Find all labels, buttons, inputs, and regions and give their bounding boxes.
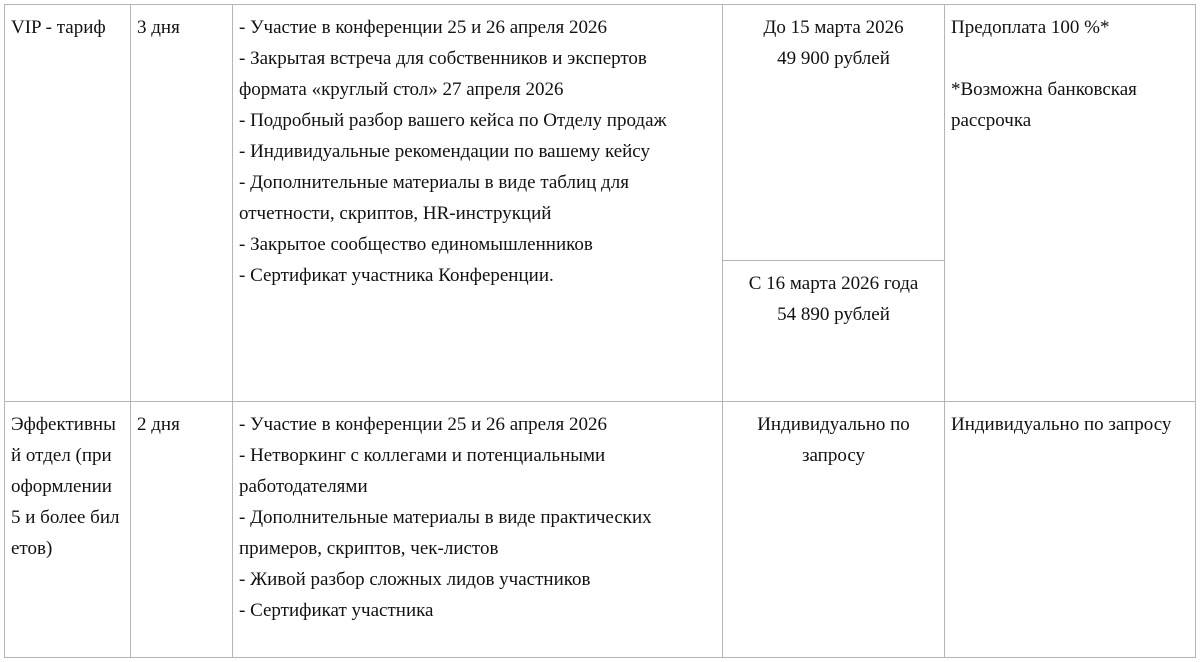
- feature-item: - Сертификат участника: [239, 600, 434, 621]
- feature-item: - Участие в конференции 25 и 26 апреля 2026: [239, 414, 608, 435]
- feature-item: - Закрытое сообщество единомышленников: [239, 234, 593, 255]
- price-late-cell: [723, 261, 945, 402]
- duration-cell: [131, 402, 233, 658]
- payment-terms: Предоплата 100 %*: [951, 17, 1110, 38]
- price-individual: Индивидуально по запросу: [757, 414, 910, 466]
- tariff-name: VIP - тариф: [11, 17, 106, 38]
- feature-item: - Дополнительные материалы в виде таблиц для отчетности, скриптов, HR-инструкций: [239, 172, 629, 224]
- feature-item: - Участие в конференции 25 и 26 апреля 2026: [239, 17, 608, 38]
- tariff-duration: 3 дня: [137, 17, 180, 38]
- price-period: До 15 марта 2026: [763, 17, 904, 38]
- price-cell: [723, 402, 945, 658]
- payment-note: *Возможна банковская рассрочка: [951, 79, 1137, 131]
- tariff-name: Эффективный отдел (при оформлении 5 и более билетов): [11, 414, 120, 559]
- payment-terms: Индивидуально по запросу: [951, 414, 1172, 435]
- duration-cell: [131, 5, 233, 402]
- tariff-table: [4, 4, 1196, 658]
- price-early-cell: [723, 5, 945, 261]
- feature-item: - Живой разбор сложных лидов участников: [239, 569, 591, 590]
- table-row-vip: [5, 5, 1196, 261]
- features-cell: [233, 5, 723, 402]
- table-row-team: [5, 402, 1196, 658]
- payment-cell: [945, 402, 1196, 658]
- price-period: С 16 марта 2026 года: [748, 273, 919, 294]
- tariff-duration: 2 дня: [137, 414, 180, 435]
- tariff-name-cell: [5, 402, 131, 658]
- price-amount: 49 900 рублей: [777, 48, 890, 69]
- payment-cell: [945, 5, 1196, 402]
- feature-item: - Дополнительные материалы в виде практических примеров, скриптов, чек-листов: [239, 507, 652, 559]
- feature-item: - Закрытая встреча для собственников и экспертов формата «круглый стол» 27 апреля 2026: [239, 48, 647, 100]
- feature-item: - Подробный разбор вашего кейса по Отделу продаж: [239, 110, 667, 131]
- feature-item: - Сертификат участника Конференции.: [239, 265, 554, 286]
- tariff-name-cell: [5, 5, 131, 402]
- features-cell: [233, 402, 723, 658]
- feature-item: - Индивидуальные рекомендации по вашему кейсу: [239, 141, 650, 162]
- feature-item: - Нетворкинг с коллегами и потенциальными работодателями: [239, 445, 606, 497]
- price-amount: 54 890 рублей: [777, 304, 890, 325]
